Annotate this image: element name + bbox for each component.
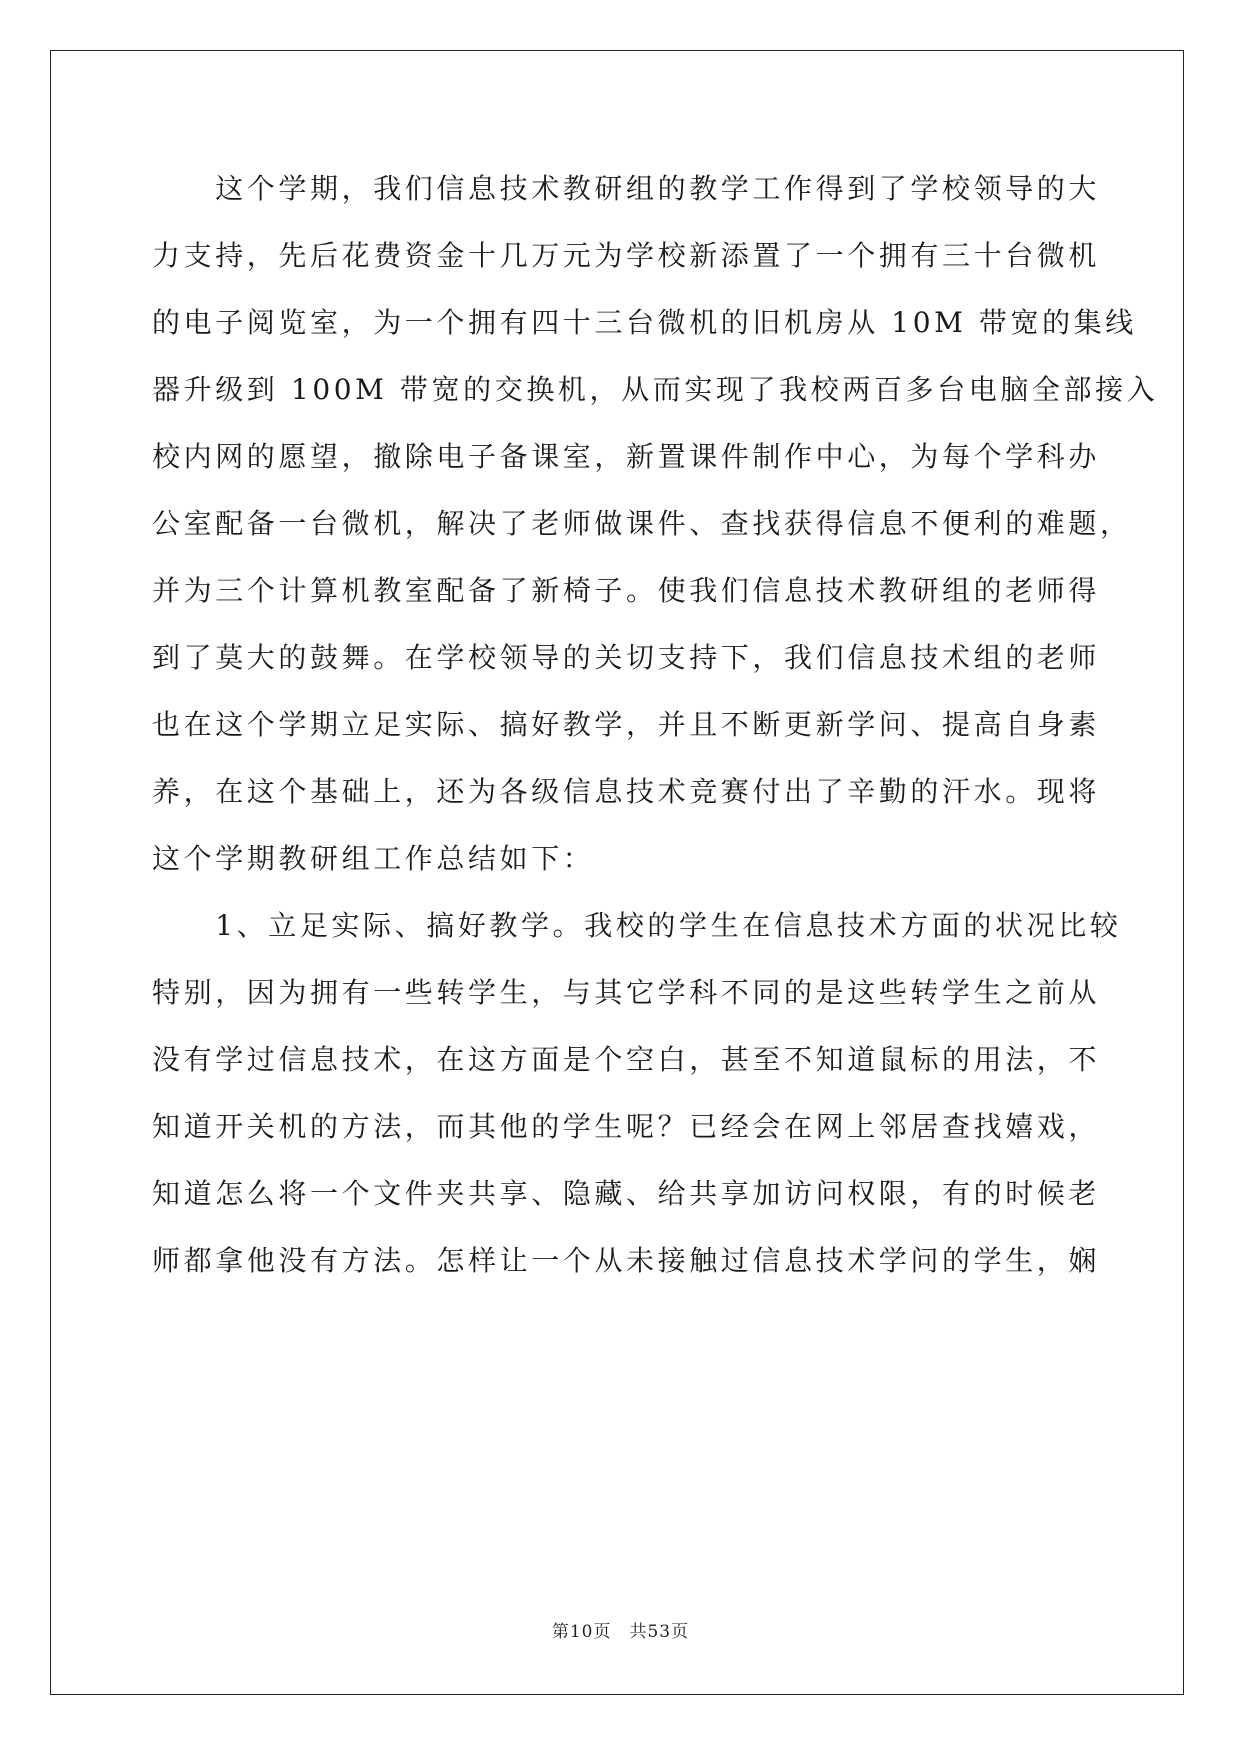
text-line: 养，在这个基础上，还为各级信息技术竞赛付出了辛勤的汗水。现将 <box>152 775 1101 808</box>
text-line: 1、立足实际、搞好教学。我校的学生在信息技术方面的状况比较 <box>152 909 1122 942</box>
text-line: 这个学期教研组工作总结如下： <box>152 842 595 875</box>
text-line: 知道怎么将一个文件夹共享、隐藏、给共享加访问权限，有的时候老 <box>152 1177 1101 1210</box>
text-line: 公室配备一台微机，解决了老师做课件、查找获得信息不便利的难题， <box>152 507 1132 540</box>
text-line: 也在这个学期立足实际、搞好教学，并且不断更新学问、提高自身素 <box>152 708 1101 741</box>
text-line: 力支持，先后花费资金十几万元为学校新添置了一个拥有三十台微机 <box>152 239 1101 272</box>
text-line: 特别，因为拥有一些转学生，与其它学科不同的是这些转学生之前从 <box>152 976 1101 1009</box>
text-line: 到了莫大的鼓舞。在学校领导的关切支持下，我们信息技术组的老师 <box>152 641 1101 674</box>
document-body <box>152 163 1159 1302</box>
text-line: 这个学期，我们信息技术教研组的教学工作得到了学校领导的大 <box>152 172 1101 205</box>
text-line: 并为三个计算机教室配备了新椅子。使我们信息技术教研组的老师得 <box>152 574 1101 607</box>
text-line: 的电子阅览室，为一个拥有四十三台微机的旧机房从 10M 带宽的集线 <box>152 306 1137 339</box>
text-line: 器升级到 100M 带宽的交换机，从而实现了我校两百多台电脑全部接入 <box>152 373 1159 406</box>
text-line: 校内网的愿望，撤除电子备课室，新置课件制作中心，为每个学科办 <box>152 440 1101 473</box>
page-number-footer: 第10页 共53页 <box>551 1622 690 1642</box>
text-line: 知道开关机的方法，而其他的学生呢？已经会在网上邻居查找嬉戏， <box>152 1110 1101 1143</box>
text-line: 师都拿他没有方法。怎样让一个从未接触过信息技术学问的学生，娴 <box>152 1244 1101 1277</box>
text-line: 没有学过信息技术，在这方面是个空白，甚至不知道鼠标的用法，不 <box>152 1043 1101 1076</box>
